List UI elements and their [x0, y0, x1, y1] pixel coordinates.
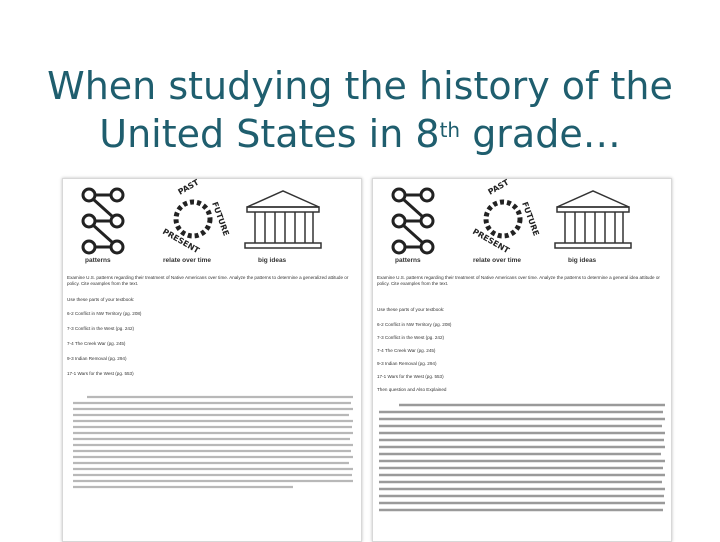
ring-word-past: PAST	[486, 177, 511, 197]
title-line-2: United States in 8th grade…	[99, 112, 621, 156]
worksheet-right	[372, 178, 672, 542]
worksheet-prompt: Examine U.S. patterns regarding their treatment of Native Americans over time. Analyze the patterns to determine a generalized attitude or policy. Cite examples from the text.	[67, 275, 349, 286]
worksheet-left	[62, 178, 362, 542]
ring-word-future: FUTURE	[520, 200, 541, 238]
textbook-item: 7-3 Conflict in the West (pg. 242)	[67, 326, 135, 331]
patterns-icon	[389, 185, 437, 255]
textbook-item: 17-1 Wars for the West (pg. 553)	[67, 371, 134, 376]
illegible-paragraph	[73, 393, 355, 503]
textbook-item: 17-1 Wars for the West (pg. 553)	[377, 374, 444, 379]
big-ideas-label: big ideas	[568, 257, 597, 264]
textbook-item: 9-3 Indian Removal (pg. 294)	[67, 356, 127, 361]
title-line-1: When studying the history of the	[47, 64, 673, 108]
icon-row	[373, 179, 671, 271]
slide-title	[0, 62, 720, 158]
worksheet-instruction: Use these parts of your textbook:	[67, 297, 135, 302]
illegible-paragraph	[379, 401, 667, 531]
relate-over-time-icon	[468, 177, 541, 256]
relate-over-time-icon	[158, 177, 231, 256]
textbook-item: 7-4 The Creek War (pg. 245)	[67, 341, 126, 346]
textbook-item: 7-3 Conflict in the West (pg. 242)	[377, 335, 445, 340]
textbook-item: 7-4 The Creek War (pg. 245)	[377, 348, 436, 353]
ring-word-past: PAST	[176, 177, 201, 197]
big-ideas-icon	[553, 189, 633, 251]
textbook-item: 6-2 Conflict in NW Territory (pg. 208)	[377, 322, 452, 327]
textbook-item: 9-3 Indian Removal (pg. 294)	[377, 361, 437, 366]
icon-row	[63, 179, 361, 271]
relate-label: relate over time	[163, 257, 212, 264]
patterns-icon	[79, 185, 127, 255]
ring-word-present: PRESENT	[471, 226, 511, 256]
worksheet-prompt: Examine U.S. patterns regarding their treatment of Native Americans over time. Analyze the patterns to determine a general idea attitude or policy. Cite examples from the text.	[377, 275, 660, 286]
worksheet-instruction: Use these parts of your textbook:	[377, 307, 445, 312]
textbook-item: Then question and Also Explained	[377, 387, 447, 392]
relate-label: relate over time	[473, 257, 522, 264]
patterns-label: patterns	[395, 257, 421, 264]
ring-word-future: FUTURE	[210, 200, 231, 238]
big-ideas-label: big ideas	[258, 257, 287, 264]
patterns-label: patterns	[85, 257, 111, 264]
ring-word-present: PRESENT	[161, 226, 201, 256]
big-ideas-icon	[243, 189, 323, 251]
textbook-item: 6-2 Conflict in NW Territory (pg. 208)	[67, 311, 142, 316]
